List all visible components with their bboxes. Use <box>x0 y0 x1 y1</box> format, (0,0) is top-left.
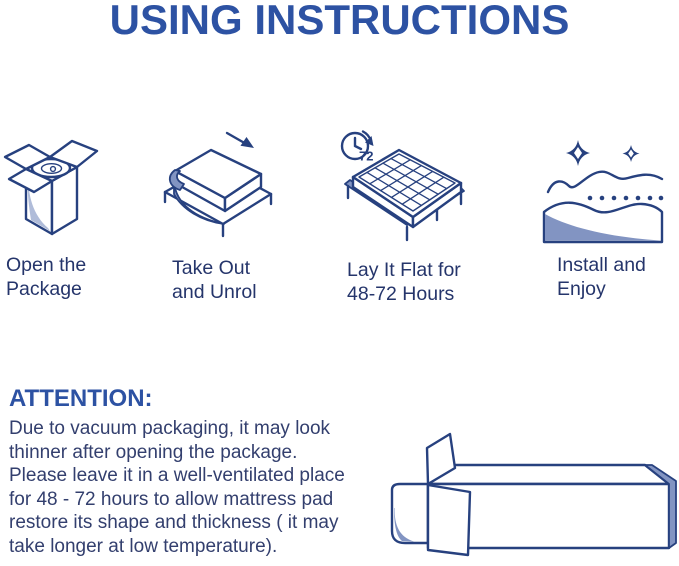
wavy-line <box>548 172 662 192</box>
dots-row <box>588 196 664 201</box>
box-front-flap <box>428 485 470 555</box>
step-label-lay-it-flat <box>347 258 461 306</box>
open-box-icon <box>2 122 102 238</box>
attention-line: Please leave it in a well-ventilated place <box>9 465 345 486</box>
page-title: USING INSTRUCTIONS <box>109 0 570 43</box>
attention-heading: ATTENTION: <box>9 385 153 412</box>
step-label-line: Package <box>6 278 82 300</box>
lay-flat-clock-icon <box>333 122 468 270</box>
step-label-line: 48-72 Hours <box>347 283 455 305</box>
rolled-pad <box>392 484 428 543</box>
step-label-line: Enjoy <box>557 278 606 300</box>
sparkle-mattress-icon <box>540 138 668 252</box>
step-label-line: and Unrol <box>172 281 257 303</box>
clock-badge: 72 <box>359 148 374 164</box>
attention-line: restore its shape and thickness ( it may <box>9 512 339 533</box>
step-label-line: Lay It Flat for <box>347 259 461 281</box>
step-label-line: Install and <box>557 254 646 276</box>
clock-icon <box>342 132 374 164</box>
attention-line: thinner after opening the package. <box>9 441 298 463</box>
box-with-rolled-pad-illustration <box>387 420 679 566</box>
arrow-icon <box>227 133 254 148</box>
step-label-take-out-and-unrol <box>172 256 257 304</box>
step-label-line: Open the <box>6 254 87 276</box>
step-label-install-and-enjoy <box>557 253 646 301</box>
step-label-open-the-package <box>6 253 86 301</box>
box-top-face <box>428 465 669 484</box>
attention-line: for 48 - 72 hours to allow mattress pad <box>9 488 334 510</box>
sparkle-icon-small <box>623 145 640 162</box>
attention-line: take longer at low temperature). <box>9 535 278 557</box>
attention-line: Due to vacuum packaging, it may look <box>9 418 331 439</box>
attention-text <box>9 417 345 558</box>
step-label-line: Take Out <box>172 257 251 279</box>
unroll-icon <box>153 124 278 259</box>
sparkle-icon <box>566 140 590 166</box>
